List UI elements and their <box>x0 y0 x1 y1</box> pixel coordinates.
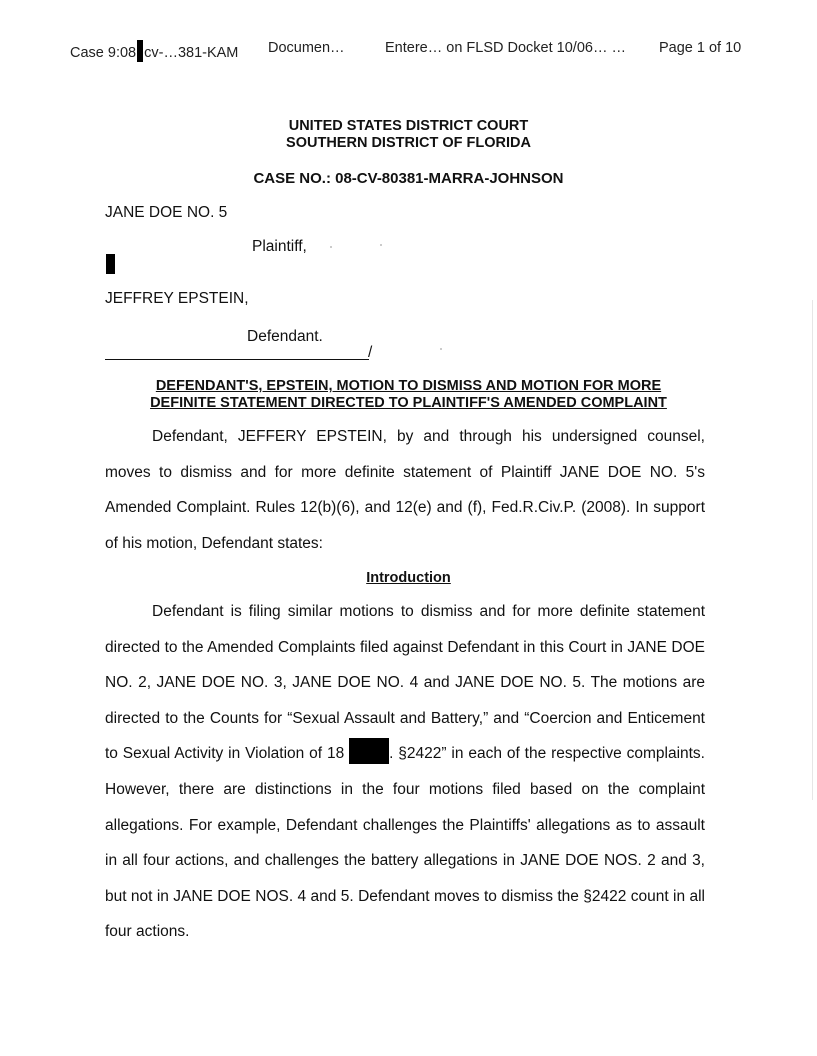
body-paragraph <box>105 594 705 950</box>
body-paragraph-part1: Defendant is filing similar motions to dismiss and for more definite statement directed to the Amended Complaints filed against Defendant in this Court in JANE DOE NO. 2, JANE DOE NO. 3, JANE DOE NO. 4 and JANE DOE NO. 5. The motions are directed to the Counts for “Sexual Assault and Battery,” and “Coercion and Enticement to Sexual Activity in Violation of 18 <box>105 603 705 763</box>
caption-rule <box>105 359 369 360</box>
motion-title-line1: DEFENDANT'S, EPSTEIN, MOTION TO DISMISS AND MOTION FOR MORE <box>155 378 662 394</box>
header-entered: Entere… on FLSD Docket 10/06… … <box>385 40 626 56</box>
plaintiff-name: JANE DOE NO. 5 <box>105 204 228 221</box>
scan-edge-line <box>812 300 813 800</box>
defendant-role: Defendant. <box>247 328 323 345</box>
scan-speck <box>330 246 332 248</box>
caption-slash: / <box>368 344 373 361</box>
redaction-usc <box>349 738 389 764</box>
defendant-name: JEFFREY EPSTEIN, <box>105 290 249 307</box>
header-case-right: cv-…381-KAM <box>144 45 239 61</box>
court-name-line2: SOUTHERN DISTRICT OF FLORIDA <box>286 135 531 151</box>
intro-paragraph: Defendant, JEFFERY EPSTEIN, by and through his undersigned counsel, moves to dismiss and for more definite statement of Plaintiff JANE DOE NO. 5's Amended Complaint. Rules 12(b)(6), and 12(e) and (f), Fed.R.Civ.P. (2008). In support of his motion, Defendant states: <box>105 428 705 552</box>
header-case-number <box>70 40 238 62</box>
scan-speck <box>440 348 442 350</box>
plaintiff-role: Plaintiff, <box>252 238 307 255</box>
court-name-line1: UNITED STATES DISTRICT COURT <box>288 118 529 134</box>
case-number: CASE NO.: 08-CV-80381-MARRA-JOHNSON <box>253 170 564 187</box>
header-case-left: Case 9:08 <box>70 45 137 61</box>
redaction-block <box>106 254 115 274</box>
body-paragraph-part2: . §2422” in each of the respective complaints. However, there are distinctions in the four motions filed based on the complaint allegations. For example, Defendant challenges the Plaintiffs' allegations as to assault in all four actions, and challenges the battery allegations in JANE DOE NOS. 2 and 3, but not in JANE DOE NOS. 4 and 5. Defendant moves to dismiss the §2422 count in all four actions. <box>105 745 705 941</box>
header-page-number: Page 1 of 10 <box>659 40 742 56</box>
section-heading-introduction: Introduction <box>366 570 451 586</box>
motion-title-line2: DEFINITE STATEMENT DIRECTED TO PLAINTIFF'S AMENDED COMPLAINT <box>150 395 667 411</box>
redaction-bar <box>137 40 143 62</box>
header-document: Documen… <box>268 40 345 56</box>
scan-speck <box>380 244 382 246</box>
